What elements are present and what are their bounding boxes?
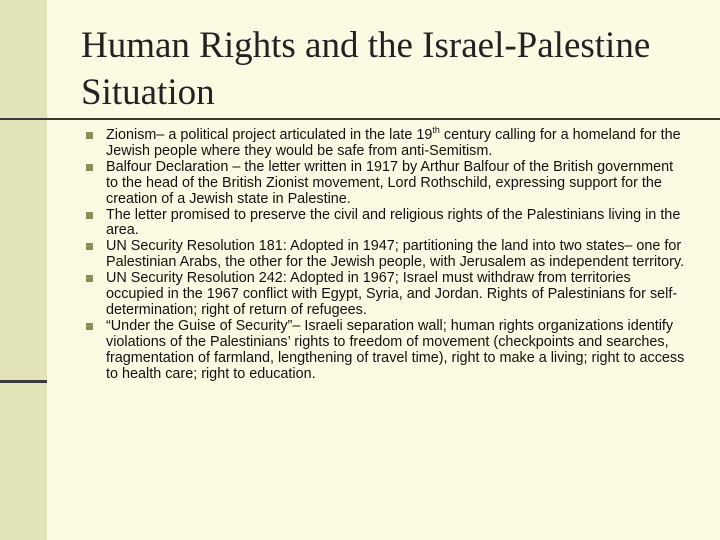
bullet-text: “Under the Guise of Security”– Israeli separation wall; human rights organizations identify violations of the Palestinians’ rights to freedom of movement (checkpoints and searches, fragmentation of farmland, lengthening of travel time), right to make a living; right to access to health care; right to education. xyxy=(106,317,685,382)
bullet-item-letter xyxy=(86,208,686,240)
square-bullet-icon xyxy=(86,243,93,250)
bullet-text: The letter promised to preserve the civil and religious rights of the Palestinians living in the area. xyxy=(106,206,681,239)
side-accent-rule xyxy=(0,380,47,383)
bullet-item-zionism xyxy=(86,125,686,160)
side-band xyxy=(0,0,47,540)
square-bullet-icon xyxy=(86,164,93,171)
bullet-item-resolution-181 xyxy=(86,239,686,271)
bullet-text: UN Security Resolution 181: Adopted in 1947; partitioning the land into two states– one for Palestinian Arabs, the other for the Jewish people, with Jerusalem as independent territory. xyxy=(106,238,685,271)
square-bullet-icon xyxy=(86,212,93,219)
bullet-item-balfour xyxy=(86,160,686,208)
title-divider xyxy=(0,118,720,120)
bullet-text: UN Security Resolution 242: Adopted in 1967; Israel must withdraw from territories occupied in the 1967 conflict with Egypt, Syria, and Jordan. Rights of Palestinians for self-determination; right of return of refugees. xyxy=(106,270,678,318)
square-bullet-icon xyxy=(86,132,93,139)
bullet-list xyxy=(86,125,686,383)
bullet-text: Balfour Declaration – the letter written in 1917 by Arthur Balfour of the British government to the head of the British Zionist movement, Lord Rothschild, expressing support for the creation of a Jewish state in Palestine. xyxy=(106,158,674,207)
bullet-item-separation-wall xyxy=(86,319,686,383)
square-bullet-icon xyxy=(86,323,93,330)
slide-title: Human Rights and the Israel-Palestine Situation xyxy=(81,25,651,113)
bullet-item-resolution-242 xyxy=(86,271,686,319)
bullet-text: Zionism– a political project articulated in the late 19th century calling for a homeland for the Jewish people where they would be safe from anti-Semitism. xyxy=(106,125,681,159)
square-bullet-icon xyxy=(86,275,93,282)
